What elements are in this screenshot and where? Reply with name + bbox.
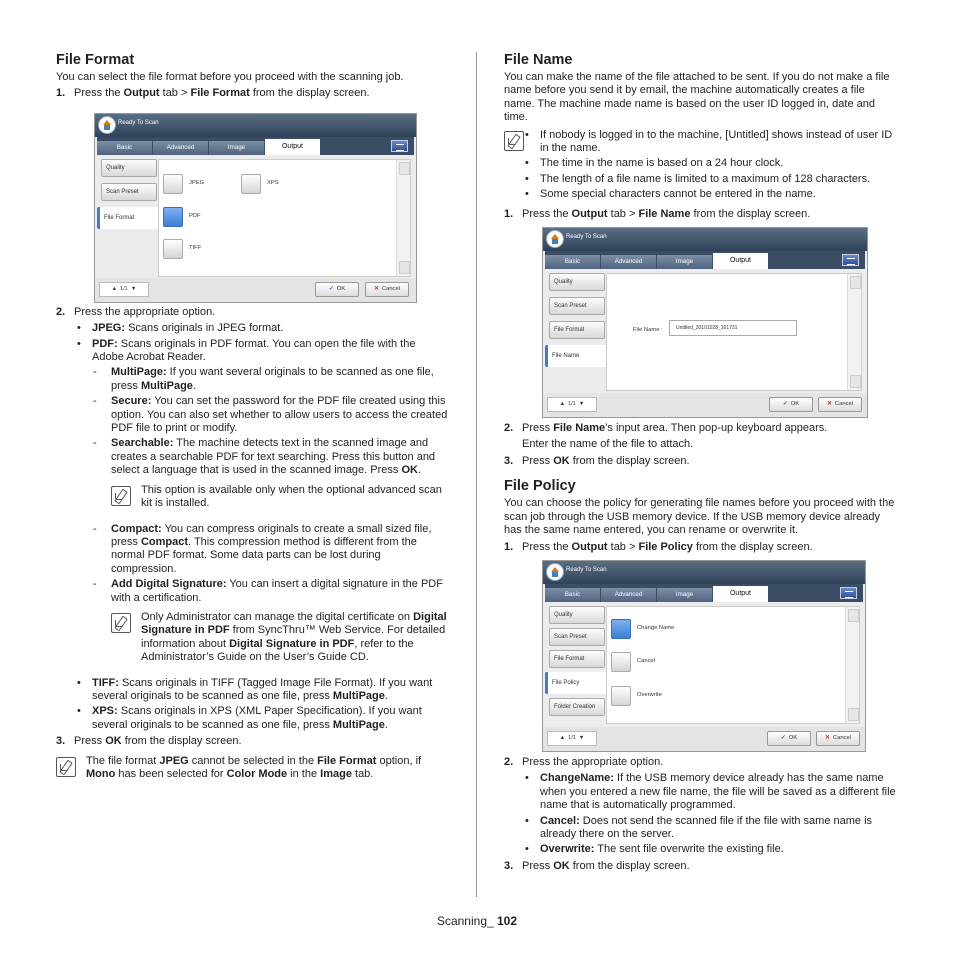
tab-advanced[interactable]: Advanced [601,255,656,269]
file-name-step-2: 2. Press File Name’s input area. Then pop-up keyboard appears. [504,422,828,435]
step-1: 1. Press the Output tab > File Format from the display screen. [56,87,370,100]
file-format-screenshot: Ready To Scan Basic Advanced Image Output Quality Scan Preset File Format JPEG XPS PDF TIFF ▲ 1/1 ▼ ✓ OK ✕ Cancel [94,113,417,303]
scrollbar[interactable] [845,607,859,723]
cancel-button[interactable]: ✕ Cancel [816,731,860,746]
note-icon [111,486,131,506]
jpeg-bullet: • JPEG: Scans originals in JPEG format. [77,322,284,335]
file-name-step-3: 3. Press OK from the display screen. [504,454,690,467]
tab-image[interactable]: Image [209,141,264,155]
tab-output[interactable]: Output [713,586,768,602]
step-3: 3. Press OK from the display screen. [56,735,242,748]
file-format-button[interactable]: File Format [97,207,161,229]
left-column [56,52,448,787]
file-name-notes [504,129,898,202]
file-policy-heading: File Policy [504,478,576,495]
file-name-button[interactable]: File Name [545,345,609,367]
tab-output[interactable]: Output [713,253,768,269]
compact-item: - Compact: You can compress originals to create a small sized file, press Compact. This compression method is different from the normal PDF format. Some data parts can be lost during compression. [93,522,432,575]
page-indicator: ▲ 1/1 ▼ [99,282,149,297]
folder-creation-button[interactable]: Folder Creation [549,698,605,716]
file-name-input[interactable]: Untitled_20101028_161731 [669,320,797,336]
tab-basic[interactable]: Basic [97,141,152,155]
digital-signature-item: - Add Digital Signature: You can insert a digital signature in the PDF with a certification. [93,578,443,604]
pdf-option[interactable]: PDF [163,207,201,227]
note-digital-certificate: Only Administrator can manage the digital certificate on Digital Signature in PDF from SyncThru™ Web Service. For detailed information about Digital Signature in PDF, refer to the Administrator’s Guide on the User’s Guide CD. [111,611,448,665]
tab-image[interactable]: Image [657,588,712,602]
home-icon[interactable] [98,116,116,134]
tab-bar [97,137,414,155]
file-name-heading: File Name [504,52,573,68]
tiff-bullet: • TIFF: Scans originals in TIFF (Tagged Image File Format). If you want several originals to be scanned as one file, press MultiPage. [77,676,433,702]
scan-preset-button[interactable]: Scan Preset [549,297,605,315]
note-bullet: • The time in the name is based on a 24 hour clock. [525,157,784,170]
file-policy-step-3: 3. Press OK from the display screen. [504,859,690,872]
pdf-bullet: • PDF: Scans originals in PDF format. You can open the file with the Adobe Acrobat Reader. [77,337,416,364]
cancel-button[interactable]: ✕ Cancel [365,282,409,297]
settings-icon[interactable] [391,140,408,152]
file-name-step-1: 1. Press the Output tab > File Name from the display screen. [504,207,811,220]
tab-basic[interactable]: Basic [545,255,600,269]
file-policy-intro: You can choose the policy for generating file names before you proceed with the scan job through the USB memory device. If the USB memory device already has the same name entered, you can rename or overwrite it. [504,497,895,537]
quality-button[interactable]: Quality [549,273,605,291]
scrollbar[interactable] [847,274,861,390]
tab-basic[interactable]: Basic [545,588,600,602]
note-jpeg-mono: The file format JPEG cannot be selected in the File Format option, if Mono has been selected for Color Mode in the Image tab. [56,755,448,782]
scan-preset-button[interactable]: Scan Preset [549,628,605,646]
tab-image[interactable]: Image [657,255,712,269]
overwrite-option[interactable]: Overwrite [611,686,662,706]
ok-button[interactable]: ✓ OK [767,731,811,746]
settings-icon[interactable] [842,254,859,266]
home-icon[interactable] [546,563,564,581]
page-indicator: ▲ 1/1 ▼ [547,731,597,746]
file-policy-button[interactable]: File Policy [545,672,609,694]
note-bullet: • The length of a file name is limited to a maximum of 128 characters. [525,172,871,185]
changename-bullet: • ChangeName: If the USB memory device already has the same name when you entered a new file name, the file will be saved as a different file name that is automatically programmed. [525,772,896,812]
xps-option[interactable]: XPS [241,174,279,194]
multipage-item: - MultiPage: If you want several originals to be scanned as one file, press MultiPage. [93,366,434,392]
ok-button[interactable]: ✓ OK [769,397,813,412]
jpeg-option[interactable]: JPEG [163,174,204,194]
scan-preset-button[interactable]: Scan Preset [101,183,157,201]
settings-icon[interactable] [840,587,857,599]
xps-bullet: • XPS: Scans originals in XPS (XML Paper Specification). If you want several originals to be scanned as one file, press MultiPage. [77,705,422,731]
tab-output[interactable]: Output [265,139,320,155]
file-policy-step-2: 2. Press the appropriate option. [504,755,664,768]
quality-button[interactable]: Quality [549,606,605,624]
file-format-intro: You can select the file format before you proceed with the scanning job. [56,71,404,83]
change-name-option[interactable]: Change Name [611,619,674,639]
scrollbar[interactable] [396,160,410,276]
file-format-heading: File Format [56,52,135,68]
note-icon [56,757,76,777]
file-name-intro: You can make the name of the file attached to be sent. If you do not make a file name before you send it by email, the machine automatically creates a file name. The machine made name is based on the user ID logged in, date and time. [504,71,890,124]
cancel-button[interactable]: ✕ Cancel [818,397,862,412]
home-icon[interactable] [546,230,564,248]
tab-bar [545,251,865,269]
file-format-button[interactable]: File Format [549,321,605,339]
file-name-screenshot: Ready To Scan Basic Advanced Image Output Quality Scan Preset File Format File Name File Name : Untitled_20101028_161731 ▲ 1/1 ▼ ✓ OK ✕ Cancel [542,227,868,418]
tab-advanced[interactable]: Advanced [601,588,656,602]
tab-advanced[interactable]: Advanced [153,141,208,155]
secure-item: - Secure: You can set the password for the PDF file created using this option. You can also set whether to allow users to access the created PDF file to print or modify. [93,395,448,435]
tab-bar [545,584,863,602]
quality-button[interactable]: Quality [101,159,157,177]
overwrite-bullet: • Overwrite: The sent file overwrite the existing file. [525,843,784,856]
tiff-option[interactable]: TIFF [163,239,201,259]
step-2: 2. Press the appropriate option. [56,305,216,318]
searchable-item: - Searchable: The machine detects text in the scanned image and creates a searchable PDF for text searching. Press this button and select a language that is used in the scanned image. Press OK. [93,437,436,477]
right-column [504,52,898,876]
file-format-button[interactable]: File Format [549,650,605,668]
cancel-option[interactable]: Cancel [611,652,655,672]
ok-button[interactable]: ✓ OK [315,282,359,297]
note-bullet: • Some special characters cannot be entered in the name. [525,188,816,201]
cancel-bullet: • Cancel: Does not send the scanned file if the file with same name is already there on the server. [525,814,873,840]
page-footer: Scanning_ 102 [436,914,518,928]
column-divider [476,52,477,897]
page-indicator: ▲ 1/1 ▼ [547,397,597,412]
file-name-step-2-detail: Enter the name of the file to attach. [522,438,694,451]
note-advanced-scan-kit: This option is available only when the optional advanced scan kit is installed. [111,484,448,511]
note-bullet: • If nobody is logged in to the machine, [Untitled] shows instead of user ID in the name. [525,128,893,155]
note-icon [111,613,131,633]
file-policy-step-1: 1. Press the Output tab > File Policy from the display screen. [504,540,813,553]
file-name-label: File Name : [633,327,663,334]
file-policy-screenshot: Ready To Scan Basic Advanced Image Output Quality Scan Preset File Format File Policy Folder Creation Change Name Cancel Overwrite ▲ 1/1 ▼ ✓ OK ✕ Cancel [542,560,866,752]
